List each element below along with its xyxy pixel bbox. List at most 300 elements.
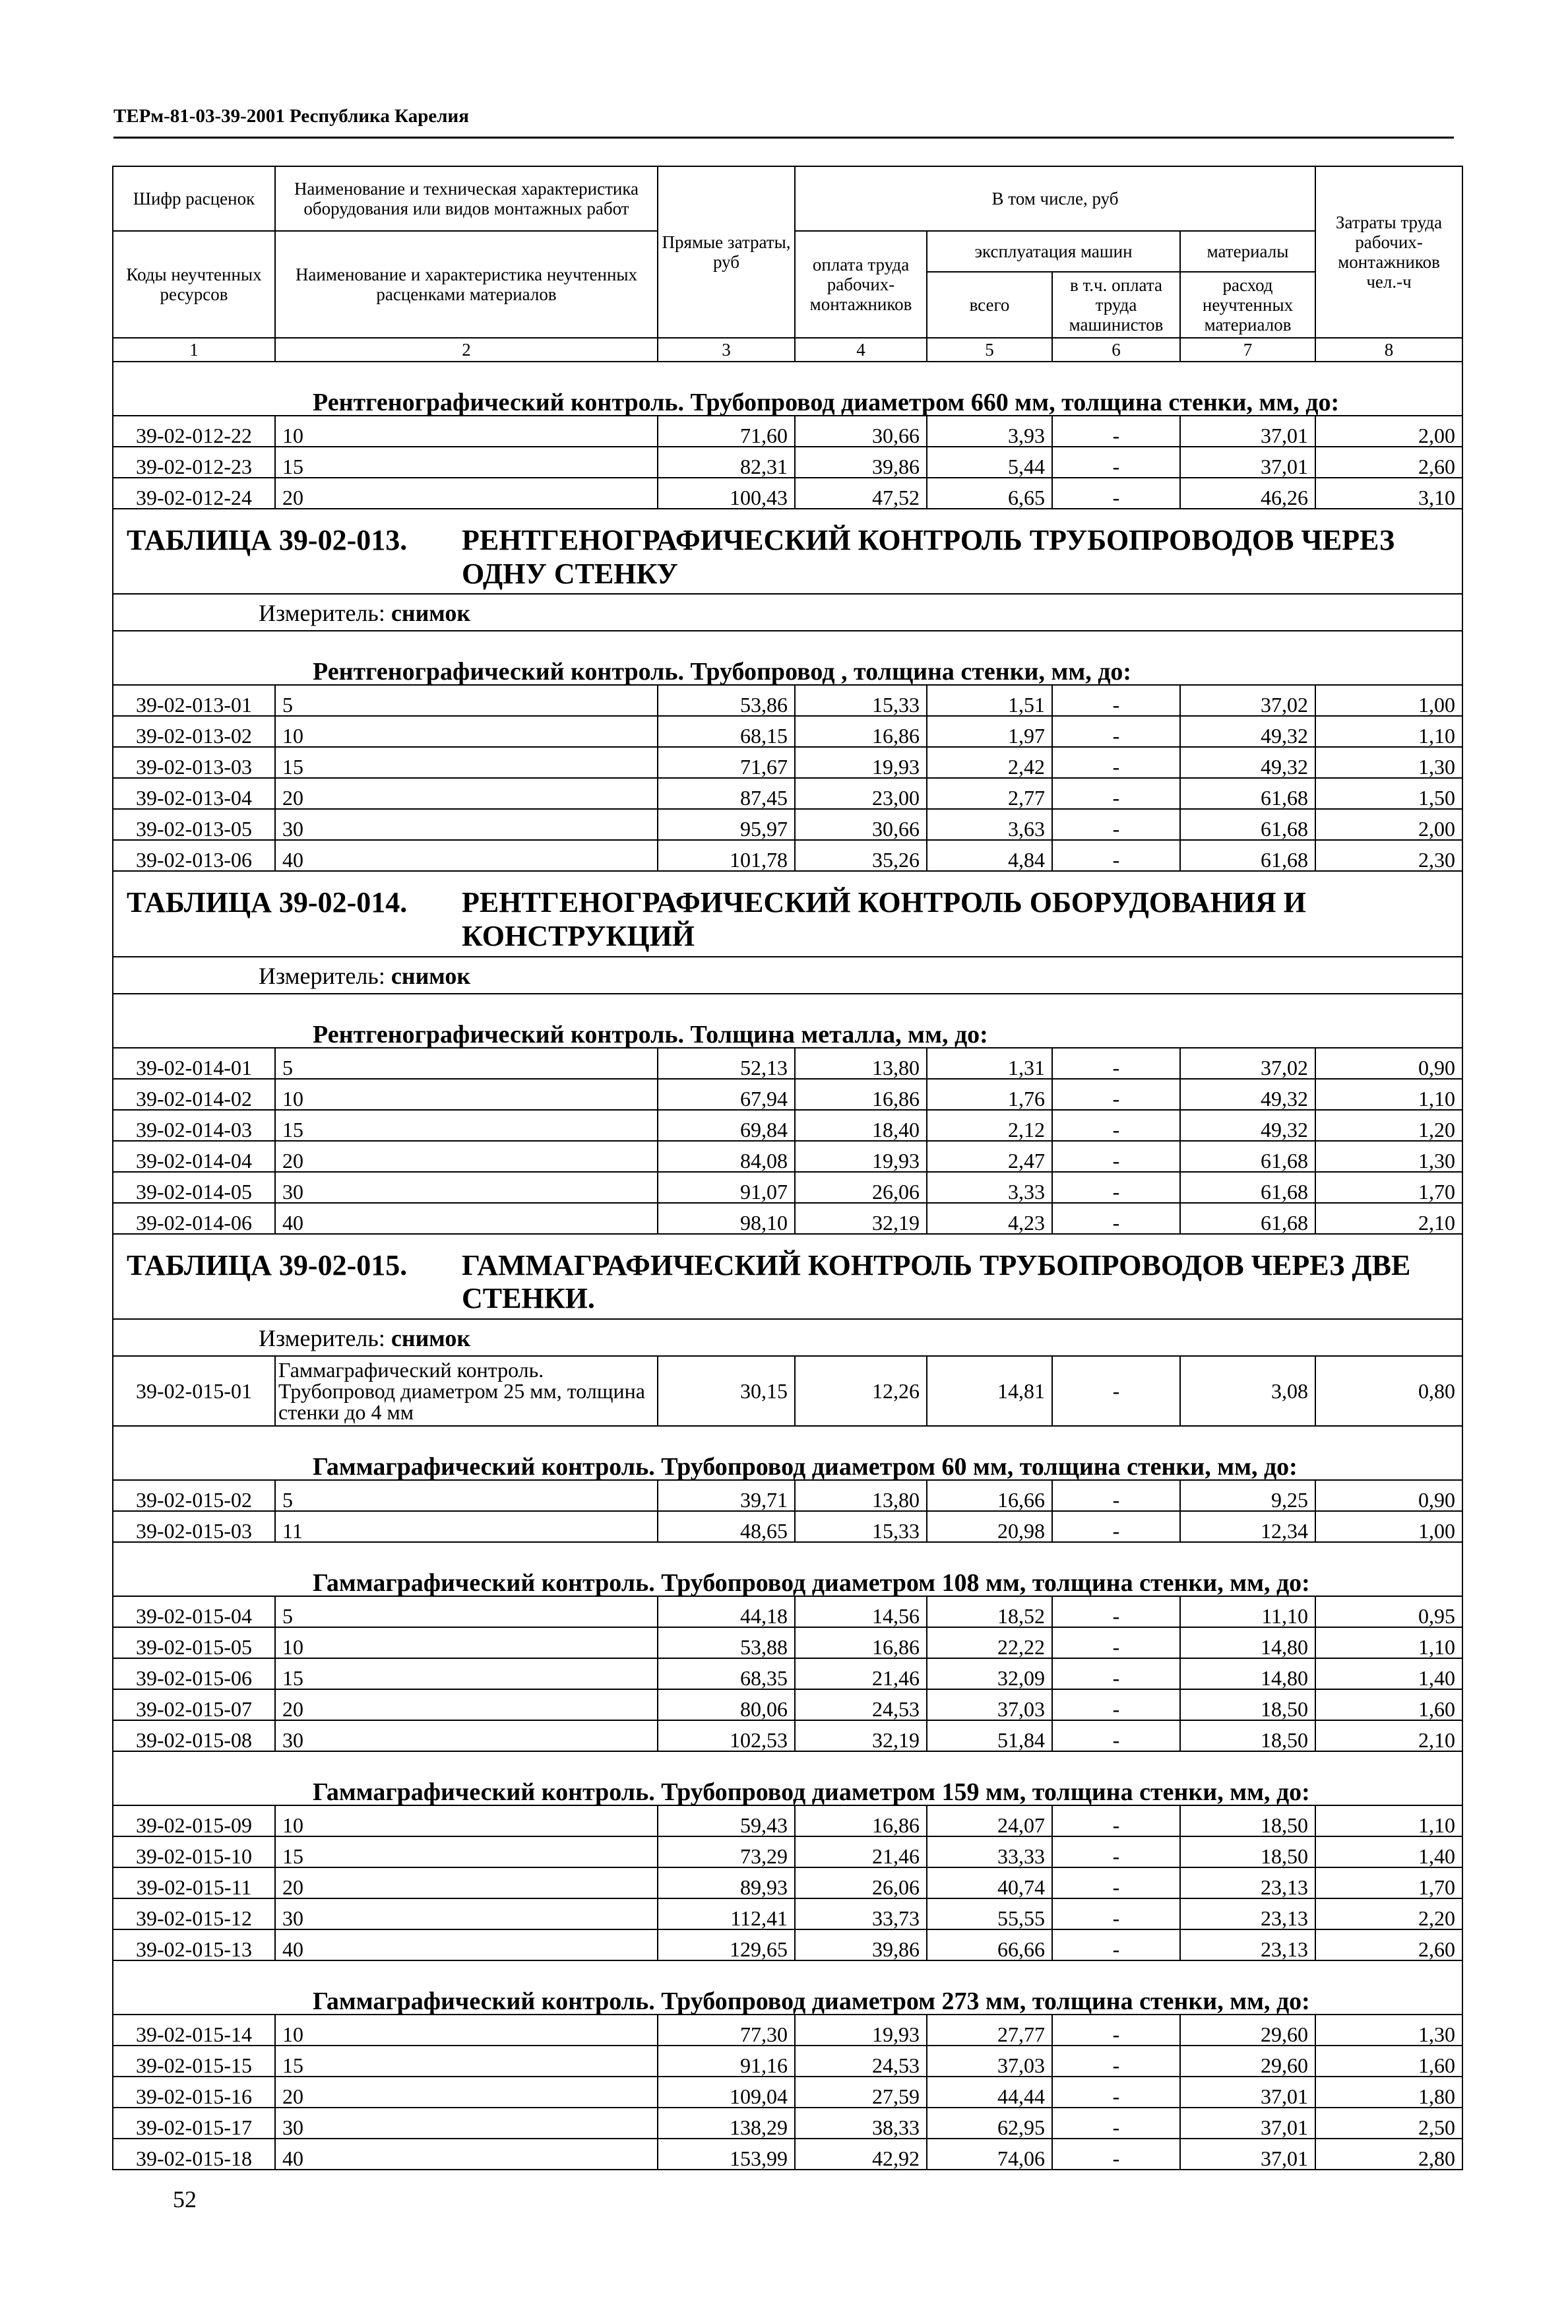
table-row [113, 1511, 1462, 1542]
cell-materials: 12,34 [1180, 1511, 1315, 1542]
cell-machines: 5,44 [927, 447, 1052, 478]
meter-row [113, 594, 1462, 631]
cell-materials: 18,50 [1180, 1720, 1315, 1751]
header-materials-consumption: расход неучтенных материалов [1180, 272, 1315, 338]
cell-machinists: - [1052, 2108, 1180, 2139]
cell-labor: 1,50 [1315, 778, 1462, 809]
cell-machines: 1,31 [927, 1048, 1052, 1079]
cell-machines: 24,07 [927, 1805, 1052, 1836]
cell-machines: 37,03 [927, 2046, 1052, 2077]
cell-name: 5 [275, 1596, 658, 1627]
table-title-row [113, 871, 1462, 956]
cell-direct: 112,41 [658, 1898, 795, 1929]
table-row [113, 2015, 1462, 2046]
header-machines-wages: в т.ч. оплата труда машинистов [1052, 272, 1180, 338]
cell-wages: 39,86 [795, 447, 927, 478]
cell-name: 20 [275, 478, 658, 509]
table-row [113, 1689, 1462, 1720]
cell-code: 39-02-015-04 [113, 1596, 275, 1627]
cell-direct: 30,15 [658, 1356, 795, 1426]
cell-machinists: - [1052, 447, 1180, 478]
cell-labor: 1,00 [1315, 685, 1462, 716]
cell-code: 39-02-015-08 [113, 1720, 275, 1751]
cell-machinists: - [1052, 778, 1180, 809]
cell-code: 39-02-014-03 [113, 1110, 275, 1141]
cell-direct: 77,30 [658, 2015, 795, 2046]
cell-wages: 23,00 [795, 778, 927, 809]
cell-labor: 1,10 [1315, 716, 1462, 747]
cell-machines: 74,06 [927, 2139, 1052, 2170]
meter-row [113, 957, 1462, 994]
cell-machines: 32,09 [927, 1658, 1052, 1689]
cell-machinists: - [1052, 1836, 1180, 1867]
cell-labor: 0,90 [1315, 1048, 1462, 1079]
cell-code: 39-02-015-12 [113, 1898, 275, 1929]
cell-code: 39-02-015-02 [113, 1480, 275, 1511]
cell-wages: 32,19 [795, 1203, 927, 1234]
table-row [113, 1596, 1462, 1627]
section-heading: Гаммаграфический контроль. Трубопровод диаметром 108 мм, толщина стенки, мм, до: [113, 1542, 1462, 1596]
table-row [113, 809, 1462, 840]
cell-machinists: - [1052, 809, 1180, 840]
section-heading-row [113, 1960, 1462, 2015]
cell-name: 30 [275, 1720, 658, 1751]
cell-name: 10 [275, 1079, 658, 1110]
cell-labor: 2,10 [1315, 1203, 1462, 1234]
cell-wages: 15,33 [795, 685, 927, 716]
cell-wages: 14,56 [795, 1596, 927, 1627]
column-number: 4 [795, 338, 927, 362]
cell-name: 20 [275, 1689, 658, 1720]
cell-direct: 91,07 [658, 1172, 795, 1203]
cell-direct: 48,65 [658, 1511, 795, 1542]
cell-materials: 11,10 [1180, 1596, 1315, 1627]
cell-machines: 33,33 [927, 1836, 1052, 1867]
cell-name: 20 [275, 1867, 658, 1898]
cell-name: 11 [275, 1511, 658, 1542]
cell-direct: 53,86 [658, 685, 795, 716]
cell-direct: 153,99 [658, 2139, 795, 2170]
header-machines-total: всего [927, 272, 1052, 338]
cell-code: 39-02-012-23 [113, 447, 275, 478]
cell-wages: 15,33 [795, 1511, 927, 1542]
cell-name: 15 [275, 2046, 658, 2077]
column-number: 7 [1180, 338, 1315, 362]
cell-code: 39-02-015-07 [113, 1689, 275, 1720]
section-heading: Гаммаграфический контроль. Трубопровод диаметром 60 мм, толщина стенки, мм, до: [113, 1426, 1462, 1480]
cell-materials: 61,68 [1180, 1203, 1315, 1234]
column-number: 1 [113, 338, 275, 362]
cell-materials: 37,01 [1180, 2108, 1315, 2139]
cell-wages: 18,40 [795, 1110, 927, 1141]
cell-code: 39-02-015-13 [113, 1929, 275, 1960]
table-title-row [113, 1234, 1462, 1319]
table-row [113, 1203, 1462, 1234]
header-resource-codes: Коды неучтенных ресурсов [113, 231, 275, 338]
cell-name: 30 [275, 2108, 658, 2139]
cell-name: 40 [275, 2139, 658, 2170]
section-heading: Рентгенографический контроль. Толщина металла, мм, до: [113, 994, 1462, 1048]
cell-direct: 68,15 [658, 716, 795, 747]
cell-direct: 89,93 [658, 1867, 795, 1898]
meter-value: снимок [391, 962, 471, 989]
running-header: ТЕРм-81-03-39-2001 Республика Карелия [113, 106, 469, 127]
meter [113, 594, 1462, 631]
cell-labor: 2,00 [1315, 809, 1462, 840]
cell-wages: 24,53 [795, 2046, 927, 2077]
cell-machines: 1,97 [927, 716, 1052, 747]
cell-wages: 16,86 [795, 716, 927, 747]
cell-direct: 39,71 [658, 1480, 795, 1511]
cell-machines: 6,65 [927, 478, 1052, 509]
cell-machines: 4,84 [927, 840, 1052, 871]
cell-machinists: - [1052, 1898, 1180, 1929]
cell-machinists: - [1052, 1356, 1180, 1426]
meter-label: Измеритель: [259, 1324, 385, 1351]
table-row [113, 2108, 1462, 2139]
table-title-text: ГАММАГРАФИЧЕСКИЙ КОНТРОЛЬ ТРУБОПРОВОДОВ ЧЕРЕЗ ДВЕ СТЕНКИ. [462, 1248, 1411, 1315]
cell-labor: 2,50 [1315, 2108, 1462, 2139]
table-title-text: РЕНТГЕНОГРАФИЧЕСКИЙ КОНТРОЛЬ ОБОРУДОВАНИЯ И КОНСТРУКЦИЙ [462, 886, 1306, 953]
cell-direct: 98,10 [658, 1203, 795, 1234]
cell-machines: 20,98 [927, 1511, 1052, 1542]
cell-code: 39-02-014-02 [113, 1079, 275, 1110]
cell-machines: 40,74 [927, 1867, 1052, 1898]
table-row [113, 1720, 1462, 1751]
cell-machines: 2,77 [927, 778, 1052, 809]
cell-wages: 27,59 [795, 2077, 927, 2108]
table-row [113, 1867, 1462, 1898]
cell-wages: 19,93 [795, 2015, 927, 2046]
table-row [113, 1172, 1462, 1203]
cell-labor: 1,40 [1315, 1836, 1462, 1867]
cell-labor: 1,60 [1315, 1689, 1462, 1720]
cell-machinists: - [1052, 2139, 1180, 2170]
cell-wages: 16,86 [795, 1805, 927, 1836]
cell-name: 15 [275, 747, 658, 778]
cell-code: 39-02-014-05 [113, 1172, 275, 1203]
table-row [113, 747, 1462, 778]
meter-label: Измеритель: [259, 962, 385, 989]
cell-wages: 32,19 [795, 1720, 927, 1751]
column-number: 2 [275, 338, 658, 362]
table-row [113, 778, 1462, 809]
cell-name: 15 [275, 1836, 658, 1867]
cell-materials: 37,01 [1180, 2139, 1315, 2170]
cell-direct: 44,18 [658, 1596, 795, 1627]
cell-labor: 0,90 [1315, 1480, 1462, 1511]
cell-materials: 18,50 [1180, 1836, 1315, 1867]
cell-code: 39-02-015-15 [113, 2046, 275, 2077]
cell-materials: 9,25 [1180, 1480, 1315, 1511]
cell-machinists: - [1052, 1480, 1180, 1511]
cell-materials: 18,50 [1180, 1805, 1315, 1836]
header-materials: материалы [1180, 231, 1315, 272]
cell-name: 40 [275, 840, 658, 871]
cell-name: 5 [275, 685, 658, 716]
cell-machines: 27,77 [927, 2015, 1052, 2046]
cell-wages: 13,80 [795, 1048, 927, 1079]
cell-code: 39-02-015-09 [113, 1805, 275, 1836]
header-direct-costs: Прямые затраты, руб [658, 166, 795, 338]
cell-materials: 37,02 [1180, 1048, 1315, 1079]
table-row [113, 1356, 1462, 1426]
cell-machines: 14,81 [927, 1356, 1052, 1426]
column-number: 8 [1315, 338, 1462, 362]
cell-code: 39-02-015-16 [113, 2077, 275, 2108]
cell-wages: 33,73 [795, 1898, 927, 1929]
cell-materials: 23,13 [1180, 1898, 1315, 1929]
cell-wages: 38,33 [795, 2108, 927, 2139]
cell-name: 20 [275, 1141, 658, 1172]
header-rule [113, 137, 1454, 139]
header-name: Наименование и техническая характеристика оборудования или видов монтажных работ [275, 166, 658, 231]
cell-direct: 59,43 [658, 1805, 795, 1836]
price-table [112, 166, 1463, 2170]
cell-labor: 2,20 [1315, 1898, 1462, 1929]
cell-labor: 3,10 [1315, 478, 1462, 509]
cell-materials: 61,68 [1180, 1141, 1315, 1172]
meter-label: Измеритель: [259, 600, 385, 627]
cell-materials: 61,68 [1180, 1172, 1315, 1203]
cell-machinists: - [1052, 1596, 1180, 1627]
cell-materials: 3,08 [1180, 1356, 1315, 1426]
cell-direct: 67,94 [658, 1079, 795, 1110]
cell-name: 15 [275, 1110, 658, 1141]
cell-materials: 61,68 [1180, 778, 1315, 809]
table-row [113, 716, 1462, 747]
table-row [113, 478, 1462, 509]
cell-wages: 16,86 [795, 1627, 927, 1658]
cell-wages: 47,52 [795, 478, 927, 509]
cell-materials: 49,32 [1180, 1110, 1315, 1141]
cell-materials: 14,80 [1180, 1658, 1315, 1689]
table-row [113, 1627, 1462, 1658]
table-title-label: ТАБЛИЦА 39-02-015. [127, 1248, 408, 1281]
cell-materials: 37,02 [1180, 685, 1315, 716]
cell-name: 20 [275, 2077, 658, 2108]
cell-labor: 2,30 [1315, 840, 1462, 871]
section-heading: Рентгенографический контроль. Трубопровод диаметром 660 мм, толщина стенки, мм, до: [113, 362, 1462, 416]
cell-materials: 37,01 [1180, 416, 1315, 447]
cell-machinists: - [1052, 478, 1180, 509]
table-title [113, 509, 1462, 594]
header-including: В том числе, руб [795, 166, 1315, 231]
cell-materials: 23,13 [1180, 1867, 1315, 1898]
table-row [113, 1929, 1462, 1960]
cell-labor: 2,60 [1315, 447, 1462, 478]
cell-machinists: - [1052, 1627, 1180, 1658]
cell-name: 40 [275, 1929, 658, 1960]
cell-name: 15 [275, 1658, 658, 1689]
header-machines: эксплуатация машин [927, 231, 1180, 272]
cell-machines: 3,33 [927, 1172, 1052, 1203]
cell-name: 30 [275, 1898, 658, 1929]
cell-code: 39-02-013-06 [113, 840, 275, 871]
cell-name: 10 [275, 1627, 658, 1658]
cell-code: 39-02-015-11 [113, 1867, 275, 1898]
table-title-text: РЕНТГЕНОГРАФИЧЕСКИЙ КОНТРОЛЬ ТРУБОПРОВОДОВ ЧЕРЕЗ ОДНУ СТЕНКУ [462, 524, 1395, 590]
cell-machines: 16,66 [927, 1480, 1052, 1511]
table-row [113, 1079, 1462, 1110]
cell-machines: 55,55 [927, 1898, 1052, 1929]
table-title-row [113, 509, 1462, 594]
cell-code: 39-02-015-05 [113, 1627, 275, 1658]
cell-materials: 37,01 [1180, 447, 1315, 478]
cell-machinists: - [1052, 747, 1180, 778]
meter [113, 1319, 1462, 1356]
cell-wages: 26,06 [795, 1172, 927, 1203]
section-heading-row [113, 1426, 1462, 1480]
cell-name: 10 [275, 716, 658, 747]
cell-wages: 21,46 [795, 1658, 927, 1689]
cell-machines: 62,95 [927, 2108, 1052, 2139]
cell-code: 39-02-013-01 [113, 685, 275, 716]
cell-code: 39-02-013-02 [113, 716, 275, 747]
section-heading: Гаммаграфический контроль. Трубопровод диаметром 273 мм, толщина стенки, мм, до: [113, 1960, 1462, 2015]
cell-name: Гаммаграфический контроль. Трубопровод диаметром 25 мм, толщина стенки до 4 мм [275, 1356, 658, 1426]
cell-machines: 2,42 [927, 747, 1052, 778]
cell-code: 39-02-015-01 [113, 1356, 275, 1426]
cell-wages: 24,53 [795, 1689, 927, 1720]
cell-labor: 1,10 [1315, 1627, 1462, 1658]
column-number: 6 [1052, 338, 1180, 362]
meter-value: снимок [391, 600, 471, 627]
cell-wages: 39,86 [795, 1929, 927, 1960]
cell-machinists: - [1052, 2077, 1180, 2108]
cell-direct: 101,78 [658, 840, 795, 871]
cell-materials: 29,60 [1180, 2046, 1315, 2077]
section-heading-row [113, 994, 1462, 1048]
cell-materials: 49,32 [1180, 716, 1315, 747]
table-title [113, 871, 1462, 956]
column-number: 5 [927, 338, 1052, 362]
cell-materials: 18,50 [1180, 1689, 1315, 1720]
cell-wages: 12,26 [795, 1356, 927, 1426]
cell-materials: 61,68 [1180, 840, 1315, 871]
cell-labor: 0,95 [1315, 1596, 1462, 1627]
cell-code: 39-02-015-03 [113, 1511, 275, 1542]
cell-materials: 29,60 [1180, 2015, 1315, 2046]
cell-machinists: - [1052, 1079, 1180, 1110]
table-row [113, 2139, 1462, 2170]
cell-wages: 42,92 [795, 2139, 927, 2170]
cell-labor: 2,10 [1315, 1720, 1462, 1751]
cell-machines: 4,23 [927, 1203, 1052, 1234]
table-title-label: ТАБЛИЦА 39-02-014. [127, 886, 408, 919]
cell-direct: 80,06 [658, 1689, 795, 1720]
cell-direct: 100,43 [658, 478, 795, 509]
cell-name: 40 [275, 1203, 658, 1234]
table-row [113, 1480, 1462, 1511]
cell-direct: 138,29 [658, 2108, 795, 2139]
cell-direct: 91,16 [658, 2046, 795, 2077]
cell-code: 39-02-012-24 [113, 478, 275, 509]
cell-materials: 23,13 [1180, 1929, 1315, 1960]
cell-wages: 26,06 [795, 1867, 927, 1898]
cell-name: 30 [275, 809, 658, 840]
cell-labor: 1,70 [1315, 1172, 1462, 1203]
cell-name: 15 [275, 447, 658, 478]
cell-machinists: - [1052, 1867, 1180, 1898]
table-row [113, 1898, 1462, 1929]
column-number-row [113, 338, 1462, 362]
cell-machinists: - [1052, 1720, 1180, 1751]
cell-machinists: - [1052, 1689, 1180, 1720]
meter-value: снимок [391, 1324, 471, 1351]
header-row [113, 166, 1462, 231]
table-row [113, 2077, 1462, 2108]
cell-name: 20 [275, 778, 658, 809]
cell-direct: 95,97 [658, 809, 795, 840]
section-heading-row [113, 1542, 1462, 1596]
cell-machinists: - [1052, 685, 1180, 716]
cell-direct: 109,04 [658, 2077, 795, 2108]
cell-code: 39-02-015-14 [113, 2015, 275, 2046]
cell-machines: 2,12 [927, 1110, 1052, 1141]
cell-code: 39-02-014-01 [113, 1048, 275, 1079]
cell-direct: 71,67 [658, 747, 795, 778]
cell-machines: 66,66 [927, 1929, 1052, 1960]
table-row [113, 447, 1462, 478]
cell-code: 39-02-014-04 [113, 1141, 275, 1172]
cell-machinists: - [1052, 416, 1180, 447]
header-wages: оплата труда рабочих-монтажников [795, 231, 927, 338]
cell-direct: 68,35 [658, 1658, 795, 1689]
header-labor: Затраты труда рабочих-монтажников чел.-ч [1315, 166, 1462, 338]
cell-machines: 51,84 [927, 1720, 1052, 1751]
section-heading: Рентгенографический контроль. Трубопровод , толщина стенки, мм, до: [113, 631, 1462, 685]
cell-code: 39-02-013-03 [113, 747, 275, 778]
cell-machinists: - [1052, 716, 1180, 747]
cell-machines: 3,63 [927, 809, 1052, 840]
cell-labor: 2,00 [1315, 416, 1462, 447]
cell-name: 10 [275, 416, 658, 447]
table-row [113, 416, 1462, 447]
cell-wages: 16,86 [795, 1079, 927, 1110]
meter [113, 957, 1462, 994]
cell-code: 39-02-015-17 [113, 2108, 275, 2139]
cell-machinists: - [1052, 1511, 1180, 1542]
cell-labor: 1,00 [1315, 1511, 1462, 1542]
cell-labor: 1,40 [1315, 1658, 1462, 1689]
cell-direct: 52,13 [658, 1048, 795, 1079]
cell-code: 39-02-014-06 [113, 1203, 275, 1234]
cell-machines: 18,52 [927, 1596, 1052, 1627]
cell-machinists: - [1052, 2046, 1180, 2077]
cell-materials: 46,26 [1180, 478, 1315, 509]
page-number: 52 [173, 2186, 197, 2212]
cell-direct: 102,53 [658, 1720, 795, 1751]
cell-direct: 84,08 [658, 1141, 795, 1172]
table-row [113, 840, 1462, 871]
cell-wages: 13,80 [795, 1480, 927, 1511]
cell-machines: 44,44 [927, 2077, 1052, 2108]
cell-machinists: - [1052, 1658, 1180, 1689]
table-row [113, 1110, 1462, 1141]
cell-name: 10 [275, 1805, 658, 1836]
section-heading-row [113, 631, 1462, 685]
cell-machinists: - [1052, 1203, 1180, 1234]
cell-name: 5 [275, 1048, 658, 1079]
cell-labor: 2,60 [1315, 1929, 1462, 1960]
cell-code: 39-02-015-06 [113, 1658, 275, 1689]
section-heading-row [113, 1751, 1462, 1805]
cell-machinists: - [1052, 1048, 1180, 1079]
cell-machinists: - [1052, 2015, 1180, 2046]
cell-direct: 129,65 [658, 1929, 795, 1960]
cell-code: 39-02-013-05 [113, 809, 275, 840]
